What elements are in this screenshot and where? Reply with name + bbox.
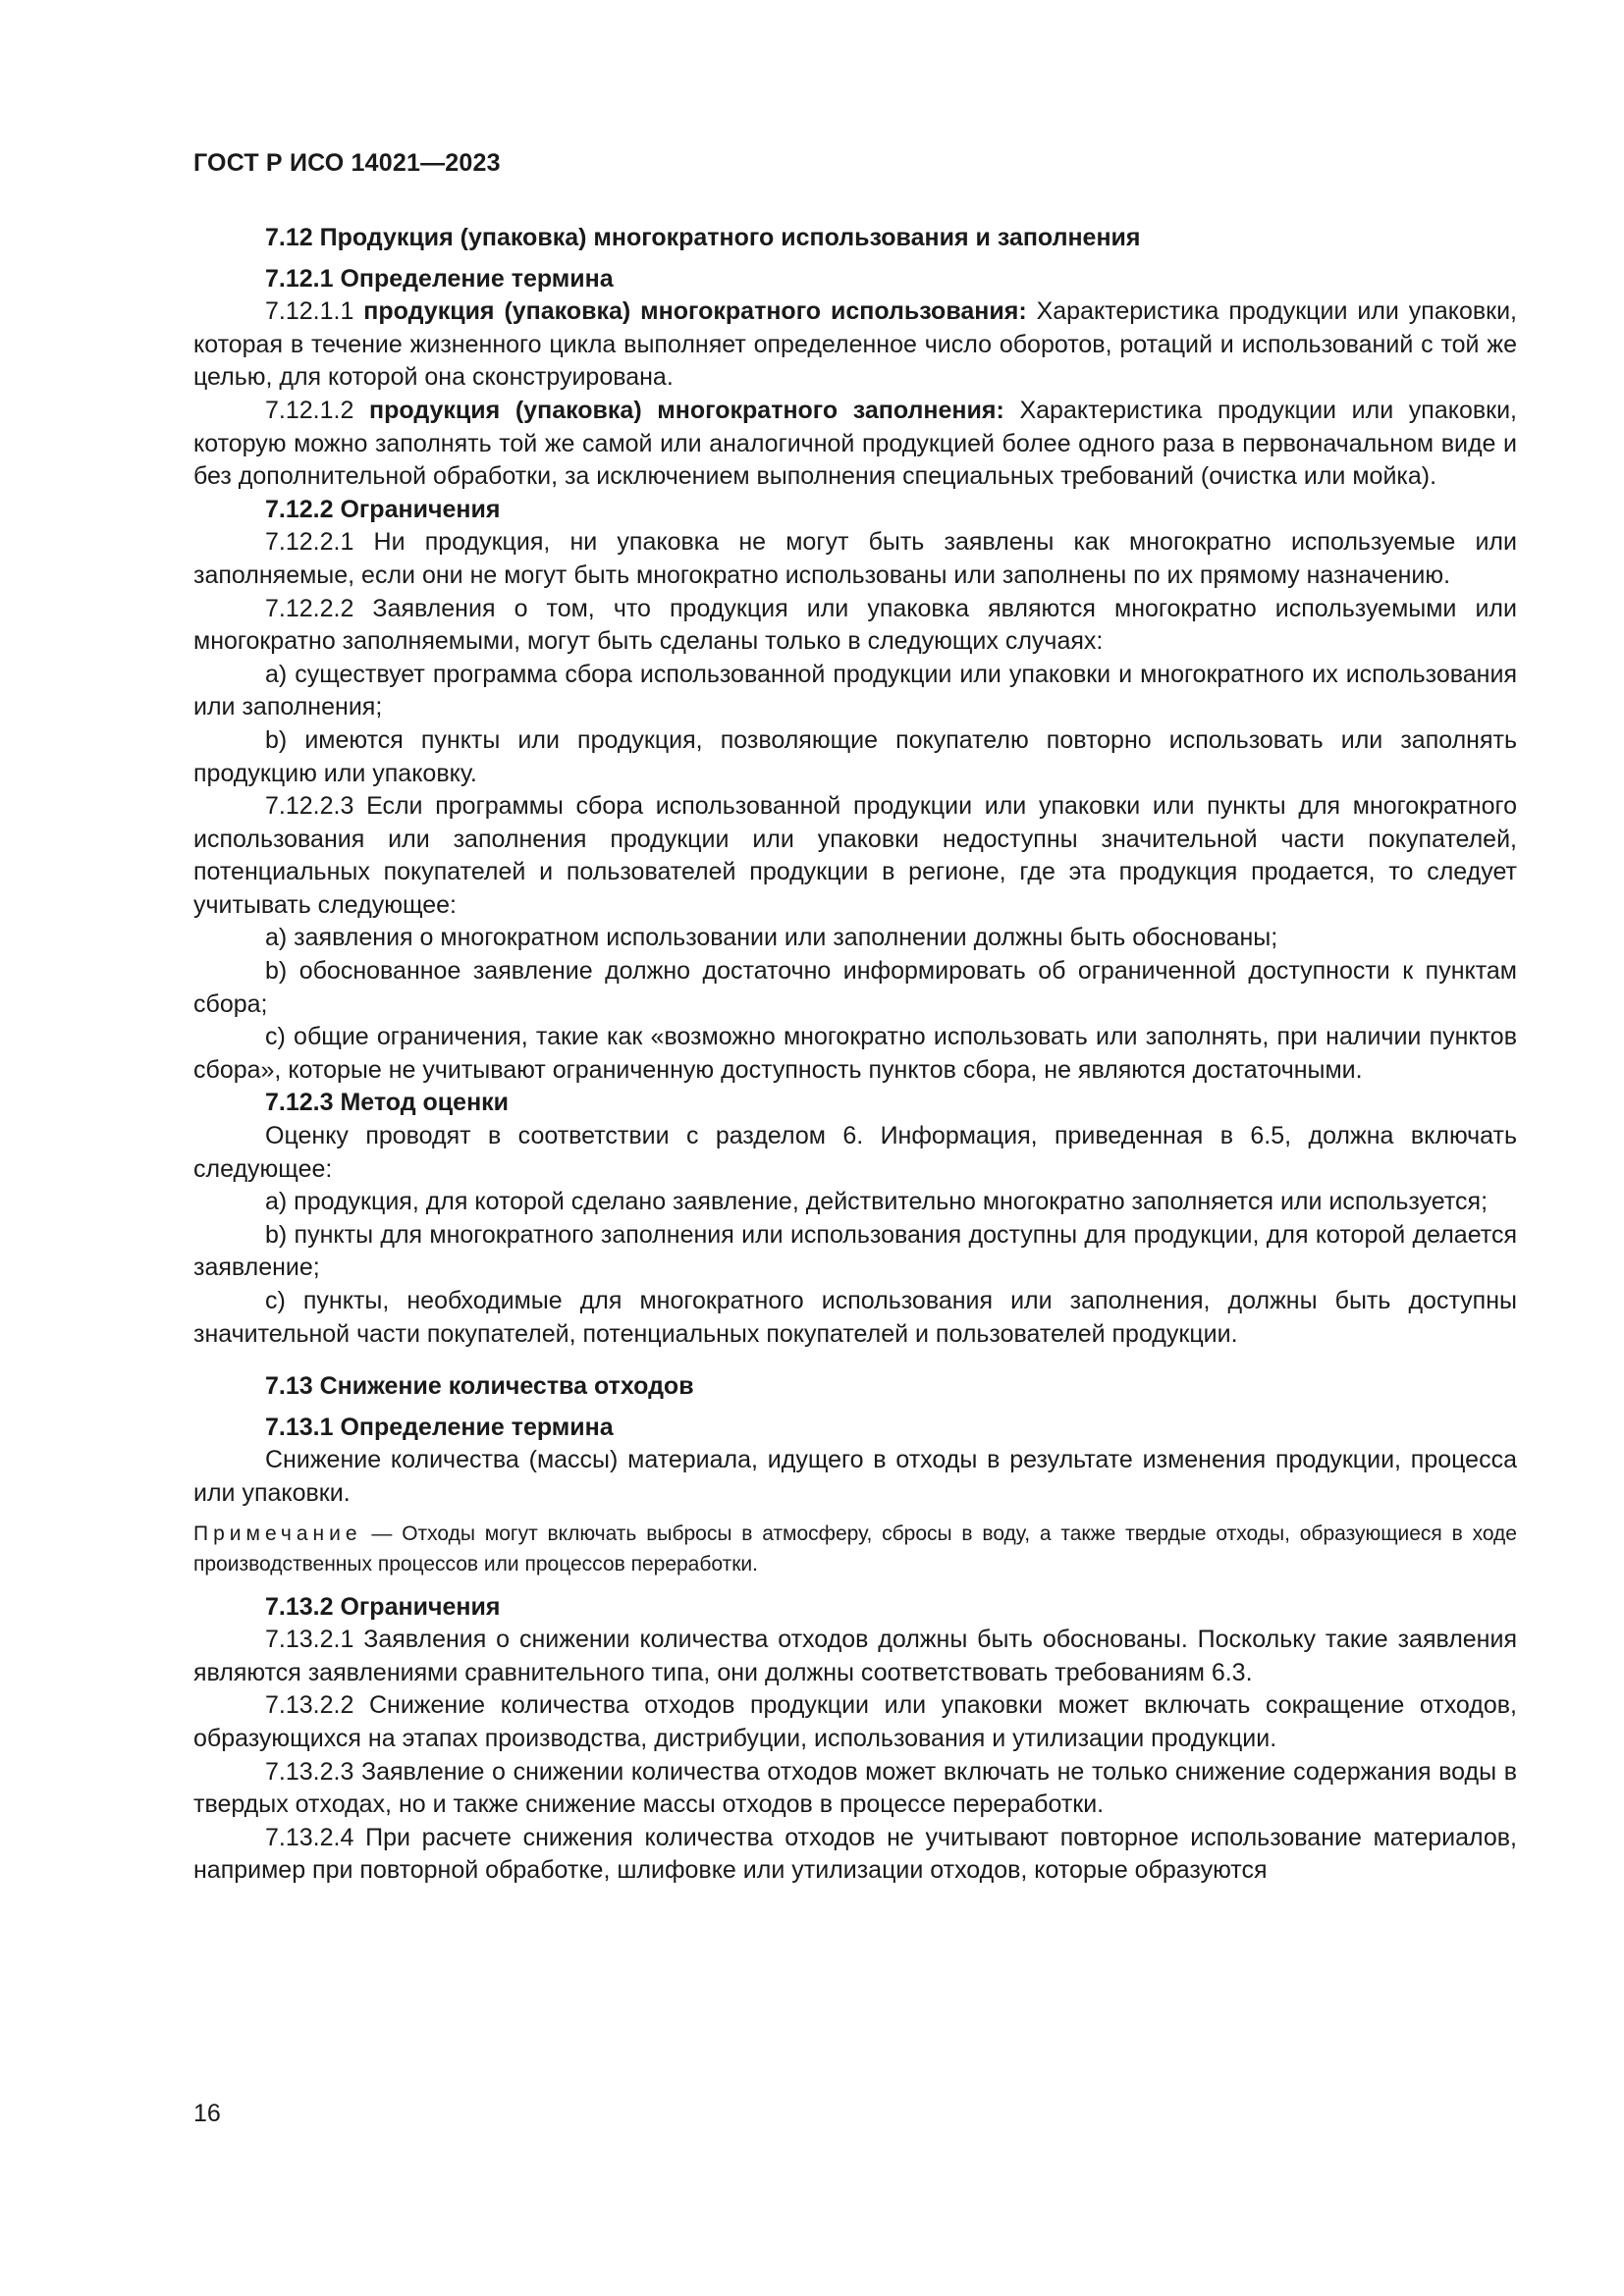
- note-text: — Отходы могут включать выбросы в атмосферу, сбросы в воду, а также твердые отходы, образующиеся в ходе производственных процессов или процессов переработки.: [193, 1522, 1517, 1575]
- list-item: a) существует программа сбора использованной продукции или упаковки и многократного их использования или заполнения;: [193, 660, 1517, 721]
- definition-text: Характеристика продукции или упаковки, которую можно заполнять той же самой или аналогичной продукцией более одного раза в первоначальном виде и без дополнительной обработки, за исключением выполнения специальных требований (очистка или мойка).: [193, 396, 1517, 491]
- paragraph-7-12-2-3: 7.12.2.3 Если программы сбора использованной продукции или упаковки или пункты для многократного использования или заполнения продукции или упаковки недоступны значительной части покупателей, потенциальных покупателей и пользователей продукции в регионе, где эта продукция продается, то следует учитывать следующее:: [193, 792, 1517, 919]
- note-label: Примечание: [193, 1522, 362, 1545]
- list-item: a) продукция, для которой сделано заявление, действительно многократно заполняется или используется;: [265, 1188, 1489, 1216]
- clause-number: 7.12.1.2: [265, 396, 369, 424]
- subsection-title-7-12-1: 7.12.1 Определение термина: [265, 264, 614, 293]
- list-item: a) заявления о многократном использовании или заполнении должны быть обоснованы;: [265, 924, 1278, 952]
- definition-text: Характеристика продукции или упаковки, которая в течение жизненного цикла выполняет определенное число оборотов, ротаций и использований с той же целью, для которой она сконструирована.: [193, 297, 1518, 392]
- paragraph-7-13-2-4: 7.13.2.4 При расчете снижения количества отходов не учитывают повторное использование материалов, например при повторной обработке, шлифовке или утилизации отходов, которые образуются: [193, 1823, 1517, 1885]
- defined-term: продукция (упаковка) многократного заполнения:: [369, 396, 1004, 424]
- paragraph-7-13-2-1: 7.13.2.1 Заявления о снижении количества отходов должны быть обоснованы. Поскольку такие заявления являются заявлениями сравнительного типа, они должны соответствовать требованиям 6.3.: [193, 1626, 1517, 1686]
- list-item: b) пункты для многократного заполнения или использования доступны для продукции, для которой делается заявление;: [193, 1220, 1517, 1282]
- section-title-7-13: 7.13 Снижение количества отходов: [265, 1372, 694, 1401]
- list-item: b) обоснованное заявление должно достаточно информировать об ограниченной доступности к пунктам сбора;: [193, 957, 1517, 1018]
- document-header: ГОСТ Р ИСО 14021—2023: [193, 149, 501, 177]
- paragraph-7-12-2-1: 7.12.2.1 Ни продукция, ни упаковка не могут быть заявлены как многократно используемые или заполняемые, если они не могут быть многократно использованы или заполнены по их прямому назначению.: [193, 528, 1517, 589]
- list-item: b) имеются пункты или продукция, позволяющие покупателю повторно использовать или заполнять продукцию или упаковку.: [193, 725, 1517, 787]
- list-item: c) общие ограничения, такие как «возможно многократно использовать или заполнять, при наличии пунктов сбора», которые не учитывают ограниченную доступность пунктов сбора, не являются достаточными.: [193, 1023, 1517, 1084]
- paragraph-7-13-1: Снижение количества (массы) материала, идущего в отходы в результате изменения продукции, процесса или упаковки.: [193, 1446, 1517, 1507]
- document-body: [193, 222, 1517, 1888]
- subsection-title-7-12-2: 7.12.2 Ограничения: [265, 495, 501, 523]
- note: [193, 1519, 1517, 1579]
- defined-term: продукция (упаковка) многократного использования:: [363, 297, 1027, 326]
- section-title-7-12: 7.12 Продукция (упаковка) многократного использования и заполнения: [265, 224, 1141, 251]
- paragraph-7-12-3: Оценку проводят в соответствии с разделом 6. Информация, приведенная в 6.5, должна включать следующее:: [193, 1122, 1517, 1183]
- paragraph-7-12-2-2: 7.12.2.2 Заявления о том, что продукция или упаковка являются многократно используемыми или многократно заполняемыми, могут быть сделаны только в следующих случаях:: [193, 594, 1517, 656]
- clause-number: 7.12.1.1: [265, 297, 364, 326]
- list-item: c) пункты, необходимые для многократного использования или заполнения, должны быть доступны значительной части покупателей, потенциальных покупателей и пользователей продукции.: [193, 1287, 1517, 1348]
- page-number: 16: [193, 2100, 221, 2127]
- subsection-title-7-13-2: 7.13.2 Ограничения: [265, 1592, 501, 1621]
- subsection-title-7-13-1: 7.13.1 Определение термина: [265, 1413, 614, 1441]
- paragraph-7-12-1-2: [193, 395, 1517, 494]
- paragraph-7-12-1-1: [193, 295, 1517, 395]
- subsection-title-7-12-3: 7.12.3 Метод оценки: [265, 1089, 510, 1117]
- paragraph-7-13-2-2: 7.13.2.2 Снижение количества отходов продукции или упаковки может включать сокращение отходов, образующихся на этапах производства, дистрибуции, использования и утилизации продукции.: [193, 1691, 1517, 1752]
- paragraph-7-13-2-3: 7.13.2.3 Заявление о снижении количества отходов может включать не только снижение содержания воды в твердых отходах, но и также снижение массы отходов в процессе переработки.: [193, 1757, 1517, 1819]
